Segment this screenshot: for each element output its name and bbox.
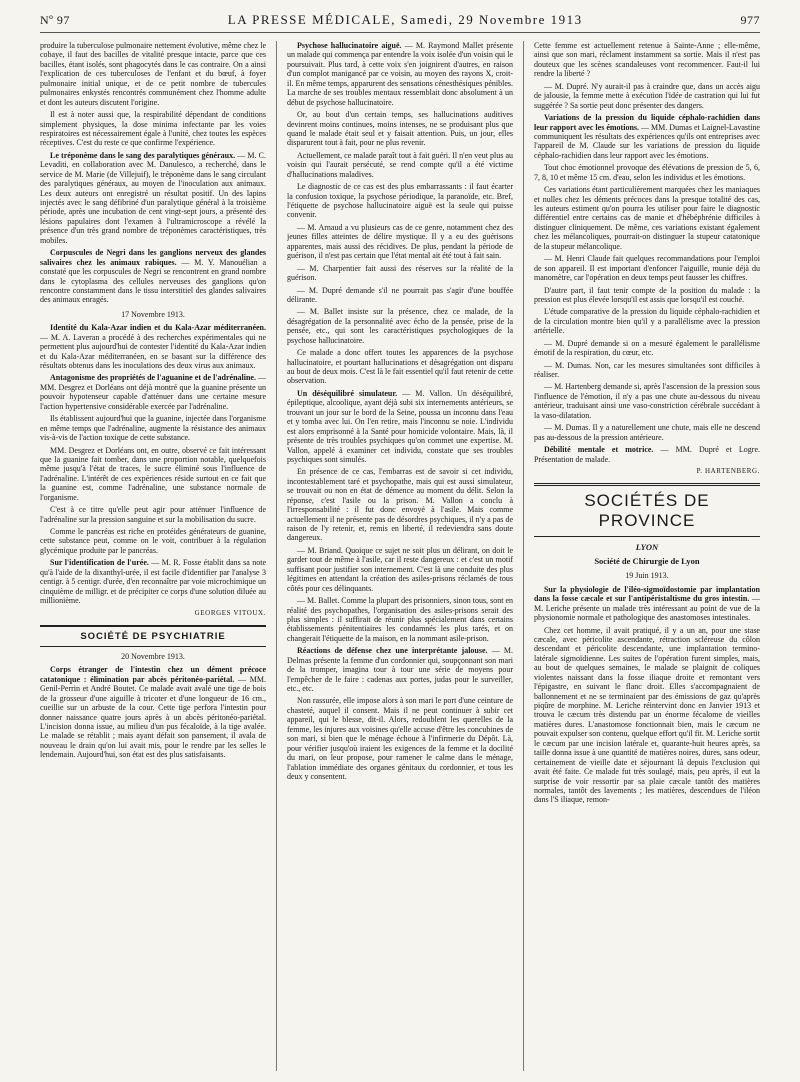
article-heading: Psychose hallucinatoire aiguë. [296, 41, 402, 50]
article [40, 373, 266, 411]
paragraph: En présence de ce cas, l'embarras est de savoir si cet individu, incontestablement taré et psychopathe, mais qui est aussi simulateur, se trouvait ou non en état de démence au moment du délit. Selon la réponse, c'est l'asile ou la prison. M. Vallon a conclu à l'irresponsabilité : il fut donc envoyé à l'asile. Mais comme actuellement il ne présente pas de désordres psychiques, il n'y a pas de raison de l'y retenir, et, remis en liberté, il redeviendra sans doute dangereux. [286, 467, 513, 543]
article-heading: Identité du Kala-Azar indien et du Kala-Azar méditerranéen. [50, 323, 267, 333]
paragraph: Le diagnostic de ce cas est des plus embarrassants : il faut écarter la confusion toxique, la psychose périodique, la paranoïde, etc. Bref, l'étiquette de psychose hallucinatoire aiguë est la seule qui puisse convenir. [286, 182, 513, 220]
paragraph: Ce malade a donc offert toutes les apparences de la psychose hallucinatoire, et pourtant hallucinations et désagrégation ont disparu au bout de deux mois. C'est là le fait essentiel qu'il faut retenir de cette observation. [286, 348, 513, 386]
paragraph: — M. Henri Claude fait quelques recommandations pour l'emploi de son appareil. Il est important d'enfoncer l'aiguille, munie déjà du manomètre, car l'opération en deux temps peut fausser les chiffres. [533, 254, 760, 283]
article-heading: Antagonisme des propriétés de l'aguanine et de l'adrénaline. [50, 373, 256, 383]
society-heading: Société de Chirurgie de Lyon [594, 556, 700, 567]
paragraph: MM. Desgrez et Dorléans ont, en outre, observé ce fait intéressant que la guanine fait tomber, dans une proportion notable, quelquefois même jusqu'à l'état de traces, le sucre éliminé sous l'influence de l'adrénaline. L'intérêt de ces expériences réside surtout en ce fait que la guanine est, comme l'adrénaline, une substance normale de l'organisme. [40, 445, 267, 502]
article-body: — MM. Dupré et Logre. Présentation de malade. [533, 445, 760, 464]
session-date: 19 Juin 1913. [625, 571, 669, 581]
page-number: 977 [740, 13, 760, 27]
article-body: — MM. Dumas et Laignel-Lavastine communiquent les résultats des expériences qu'ils ont entreprises avec l'appareil de M. Claude sur les variations de pression du liquide céphalo-rachidien dans leur rapport avec les émotions. [533, 122, 760, 160]
column-2 [287, 41, 513, 1071]
column-rule [276, 41, 277, 1071]
article-heading: Un déséquilibré simulateur. [296, 388, 398, 398]
column-3 [534, 41, 760, 1071]
article [40, 665, 266, 759]
column-rule [523, 41, 524, 1071]
session-date: 17 Novembre 1913. [121, 309, 185, 319]
signature: GEORGES VITOUX. [194, 608, 267, 617]
article-heading: Réactions de défense chez une interprétante jalouse. [296, 646, 488, 656]
article-body: — MM. Genil-Perrin et André Boutet. Ce malade avait avalé une tige de bois de la grosseur d'une aiguille à tricoter et d'une longueur de 16 cm., cueillie sur un arbuste de la cour. Cette tige perfora l'intestin pour donner naissance quatre jours après à un abcès péritonéo-pariétal. L'incision donna issue, au milieu d'un pus fécaloïde, à la tige avalée. Le malade se rétablit ; mais ayant défait son pansement, il avala de nouveau le drain qu'on lui avait mis, pour le rendre par les selles le lendemain. Aujourd'hui, son état est des plus satisfaisants. [40, 674, 267, 760]
paragraph: — M. Hartenberg demande si, après l'ascension de la pression sous l'influence de l'émotion, il n'y a pas une chute au-dessous du niveau antérieur, traduisant ainsi une vaso-constriction cérébrale succédant à la vaso-dilatation. [533, 382, 760, 420]
signature: P. HARTENBERG. [696, 466, 760, 475]
paragraph: Actuellement, ce malade paraît tout à fait guéri. Il n'en veut plus au voisin qui l'aurait persécuté, se rend compte qu'il a été victime d'hallucinations maladives. [286, 150, 513, 179]
article [40, 323, 266, 370]
paragraph: Non rassurée, elle impose alors à son mari le port d'une ceinture de chasteté, auquel il consent. Mais il ne peut continuer à subir cet appareil, qui le blesse, dit-il. Alors, redoublent les querelles de la femme, les injures aux voisines qu'elle accuse d'être les concubines de son mari, si bien que le ménage échoue à l'infirmerie du Dépôt. Là, pour vérifier jusqu'où iraient les exigences de la femme et la docilité du mari, on leur propose, pour ramener le calme dans le ménage, l'ablation immédiate des organes génitaux du cordonnier, et tous les deux y consentent. [286, 696, 513, 781]
article-heading: Sur la physiologie de l'iléo-sigmoïdostomie par implantation dans la fosse cæcale et sur l'antipéristaltisme du gros intestin. [533, 584, 760, 604]
column-1 [40, 41, 266, 1071]
article [534, 113, 760, 160]
section-title: SOCIÉTÉ DE PSYCHIATRIE [40, 625, 266, 647]
columns [40, 41, 760, 1071]
article [287, 389, 513, 465]
city-heading: LYON [635, 542, 659, 553]
article [40, 151, 266, 245]
paragraph: — M. Arnaud a vu plusieurs cas de ce genre, notamment chez des jeunes filles atteintes de délire mystique. Il y a eu des guérisons apparentes, mais aussi des récidives. De plus, pendant la période de guérison, il n'est pas certain que l'état mental ait été tout à fait sain. [286, 222, 513, 261]
journal-title: LA PRESSE MÉDICALE, Samedi, 29 Novembre 1913 [227, 12, 583, 27]
paragraph: — M. Charpentier fait aussi des réserves sur la réalité de la guérison. [286, 263, 513, 283]
article-body: — MM. Desgrez et Dorléans ont déjà montré que la guanine présente un pouvoir hypotenseur capable d'atténuer dans une certaine mesure l'action hypertensive considérable exercée par l'adrénaline. [40, 373, 267, 411]
article [534, 585, 760, 623]
paragraph: Il est à noter aussi que, la respirabilité dépendant de conditions simplement physiques, la dose minima infectante par les voies respiratoires est nécessairement égale à l'unité, chez toutes les espèces réceptives. C'est du reste ce que confirme l'expérience. [40, 110, 267, 148]
paragraph: Tout choc émotionnel provoque des élévations de pression de 5, 6, 7, 8, 10 et même 15 cm. d'eau, selon les individus et les émotions. [533, 163, 760, 182]
article-body: — M. Vallon. Un déséquilibré, épileptique, alcoolique, ayant déjà subi six internements antérieurs, se trouvant un jour sur le bord de la Seine, poussa un inconnu dans l'eau et y tomba avec lui. On l'en retire, mais l'inconnu se noie. L'individu est alors emprisonné à la Santé pour homicide volontaire. Mais, là, il présente de très troubles psychiques qu'on commet une expertise. M. Vallon, appelé à examiner cet individu, constate que ses troubles psychiques sont simulés. [286, 388, 513, 464]
article-heading: Sur l'identification de l'urée. [50, 558, 149, 568]
article-heading: Le tréponème dans le sang des paralytiques généraux. [50, 150, 236, 160]
paragraph: Or, au bout d'un certain temps, ses hallucinations auditives devinrent moins continues, moins intenses, ne se produisant plus que quand le malade était seul et y faisait attention. Puis, un jour, elles disparurent tout à fait, pour ne plus revenir. [286, 110, 513, 148]
article-heading: Corpuscules de Negri dans les ganglions nerveux des glandes salivaires chez les animaux rabiques. [40, 248, 267, 267]
article-heading: Corps étranger de l'intestin chez un dément précoce catatonique : élimination par abcès péritonéo-pariétal. [40, 665, 267, 684]
article [287, 646, 513, 693]
paragraph: Ces variations étant particulièrement marquées chez les maniaques et nulles chez les déments précoces dans la presque totalité des cas, les auteurs estiment qu'on pourra les utiliser pour faire le diagnostic différentiel entre certains cas de manie et d'hébéphrénie difficiles à distinguer cliniquement. De même, ces variations existant également chez les mélancoliques, pourrait-on distinguer la stupeur catatonique de la stupeur mélancolique. [533, 185, 760, 251]
paragraph: — M. Ballet. Comme la plupart des prisonniers, sinon tous, sont en réalité des psychopathes, l'organisation des asiles-prisons serait des plus simples : il suffirait de réunir plus spécialement dans certains établissements pénitentiaires les condamnés les plus tarés, et on changerait l'étiquette de la maison, en la nommant asile-prison. [286, 596, 513, 643]
article-body: — M. R. Fosse établit dans sa note qu'à l'aide de la dixanthyl-urée, il est facile d'identifier par l'analyse 3 centigr. à 5 centigr. d'urée, d'en reconnaître par voie microchimique un cinquième de milligr. et de précipiter ce corps d'une solution diluée au millionième. [40, 558, 267, 606]
article-heading: Débilité mentale et motrice. [543, 445, 654, 455]
paragraph: L'étude comparative de la pression du liquide céphalo-rachidien et de la circulation montre bien qu'il y a parallélisme avec la pression artérielle. [533, 307, 760, 336]
paragraph: — M. Dupré. N'y aurait-il pas à craindre que, dans un accès aigu de jalousie, la femme mette à exécution l'idée de castration qui lui fut suggérée ? Sa sortie peut donc présenter des dangers. [533, 81, 760, 110]
paragraph: C'est à ce titre qu'elle peut agir pour atténuer l'influence de l'adrénaline sur la pression sanguine et sur la mobilisation du sucre. [40, 505, 267, 524]
article-body: — M. Y. Manouélian a constaté que les corpuscules de Negri se rencontrent en grand nombre dans le cytoplasma des cellules nerveuses des ganglions qu'on rencontre constamment dans le tissu interstitiel des glandes salivaires des animaux enragés. [40, 257, 267, 305]
article-body: — M. C. Levaditi, en collaboration avec M. Danulesco, a recherché, dans le service de M. Marie (de Villejuif), le tréponème dans le sang circulant des paralytiques généraux, au moyen de l'inoculation aux animaux. Les deux auteurs ont enregistré un résultat positif. Un des lapins injectés avec le sang défibriné d'un paralytique général à la troisième période, après une incubation de cent vingt-sept jours, a présenté des lésions papulaires dont l'examen à l'ultramicroscope a révélé la présence d'un très grand nombre de tréponèmes caractéristiques, très mobiles. [40, 150, 267, 245]
paragraph: — M. Dumas. Non, car les mesures simultanées sont difficiles à réaliser. [533, 360, 760, 379]
article-body: — M. Delmas présente la femme d'un cordonnier qui, soupçonnant son mari de la tromper, imagina tour à tour une série de moyens pour l'empêcher de le faire : cadenas aux portes, judas pour le surveiller, etc., etc. [286, 646, 513, 693]
article [287, 41, 513, 107]
paragraph: — M. Ballet insiste sur la présence, chez ce malade, de la désagrégation de la personnalité avec écho de la pensée, prise de la pensée, etc., qui sont les caractéristiques psychologiques de la psychose hallucinatoire. [286, 307, 513, 345]
paragraph: — M. Dupré demande s'il ne pourrait pas s'agir d'une bouffée délirante. [286, 285, 513, 304]
paragraph: produire la tuberculose pulmonaire nettement évolutive, même chez le cobaye, il faut des bacilles de vitalité presque intacte, parce que ces bacilles, étant isolés, sont phagocytés dans le cas contraire. On a ainsi l'explication de ces tuberculoses de l'enfant et du bœuf, à foyer pulmonaire initial unique, et de ce petit nombre de tubercules pulmonaires enkystés rencontrés communément chez l'homme adulte et dont les auteurs discutent l'origine. [40, 41, 267, 107]
paragraph: D'autre part, il faut tenir compte de la position du malade : la pression est plus élevée lorsqu'il est assis que lorsqu'il est couché. [533, 285, 760, 304]
issue-number: Nº 97 [40, 13, 70, 27]
paragraph: Ils établissent aujourd'hui que la guanine, injectée dans l'organisme en même temps que l'adrénaline, augmente la résistance des animaux vis-à-vis de l'action toxique de cette substance. [40, 414, 267, 443]
article [534, 445, 760, 464]
paragraph: — M. Briand. Quoique ce sujet ne soit plus un délirant, on doit le garder tout de même à l'asile, car il reste dangereux : et c'est un motif suffisant pour justifier son internement. C'est là une conduite des plus légitimes en attendant la création des asiles-prisons réclamés de tous côtés pour ces délinquants. [286, 545, 513, 593]
running-head [40, 12, 760, 33]
paragraph: Comme le pancréas est riche en protéides générateurs de guanine, cette substance peut, comme on le voit, contribuer à la régulation glycémique produite par le pancréas. [40, 527, 267, 555]
article [40, 558, 266, 605]
session-date: 20 Novembre 1913. [121, 651, 185, 661]
article-body: — M. A. Laveran a procédé à des recherches expérimentales qui ne permettent plus aujourd'hui de contester l'identité du Kala-Azar indien et du Kala-Azar méditerranéen, en se basant sur la différence des résultats obtenus dans les inoculations des deux virus aux animaux. [40, 332, 267, 370]
article-body: — M. Leriche présente un malade très intéressant au point de vue de la physionomie normale et pathologique des anastomoses intestinales. [533, 594, 760, 623]
paragraph: Cette femme est actuellement retenue à Sainte-Anne ; elle-même, ainsi que son mari, réclament instamment sa sortie. Mais il n'est pas douteux que les scènes scandaleuses vont recommencer. Faut-il lui rendre la liberté ? [533, 41, 760, 79]
paragraph: Chez cet homme, il avait pratiqué, il y a un an, pour une stase cæcale, avec péricolite ascendante, rétraction scléreuse du côlon descendant et péricolite descendante, une implantation termino-latérale sigmoïdienne. Les suites de l'opération furent simples, mais, au bout de quelques semaines, le malade se plaignit de coliques violentes naissant dans la fosse iliaque droite et remontant vers l'épigastre, en suivant le flanc droit. Elles s'accompagnaient de ballonnement et ne se terminaient par des émissions de gaz qu'après piqûre de morphine. M. Leriche réintervint donc en Janvier 1913 et trouva le cæcum très distendu par un énorme fécalome de vieilles matières dures. L'anastomose fonctionnait bien, mais le cæcum ne pouvait expulser son contenu, quelque effort qu'il fit. M. Leriche sortit le cæcum par une incision latérale et, quarante-huit heures après, sa taille donna issue à une quantité de matières noires, dures, sans odeur, certainement de vieille date et séjournant là depuis l'exclusion qui avait été faite. Ce malade fut très soulagé, mais, peu après, il eut la surprise de voir ressortir par sa plaie cæcale tantôt des matières normales, tantôt des lavements ; les matières, descendues de l'iléon dans l'S iliaque, remon- [533, 625, 760, 805]
paragraph: — M. Dumas. Il y a naturellement une chute, mais elle ne descend pas au-dessous de la pression antérieure. [533, 423, 760, 442]
section-title: SOCIÉTÉS DE PROVINCE [534, 483, 760, 537]
article-body: — M. Raymond Mallet présente un malade qui commença par entendre la voix isolée d'un voisin qui le poursuivait. Plus tard, à cette voix s'en joignirent d'autres, en raison d'un complot manigancé par ce voisin, au moyen des rayons X, croit-il. En même temps, apparurent des sensations cénesthésiques pénibles. La marche de ses troubles mentaux ressemblait donc absolument à un début de psychose hallucinatoire. [286, 41, 513, 107]
article [40, 248, 266, 305]
article-heading: Variations de la pression du liquide céphalo-rachidien dans leur rapport avec les émotions. [533, 113, 760, 132]
paragraph: — M. Dupré demande si on a mesuré également le parallélisme émotif de la respiration, du cœur, etc. [533, 338, 760, 358]
